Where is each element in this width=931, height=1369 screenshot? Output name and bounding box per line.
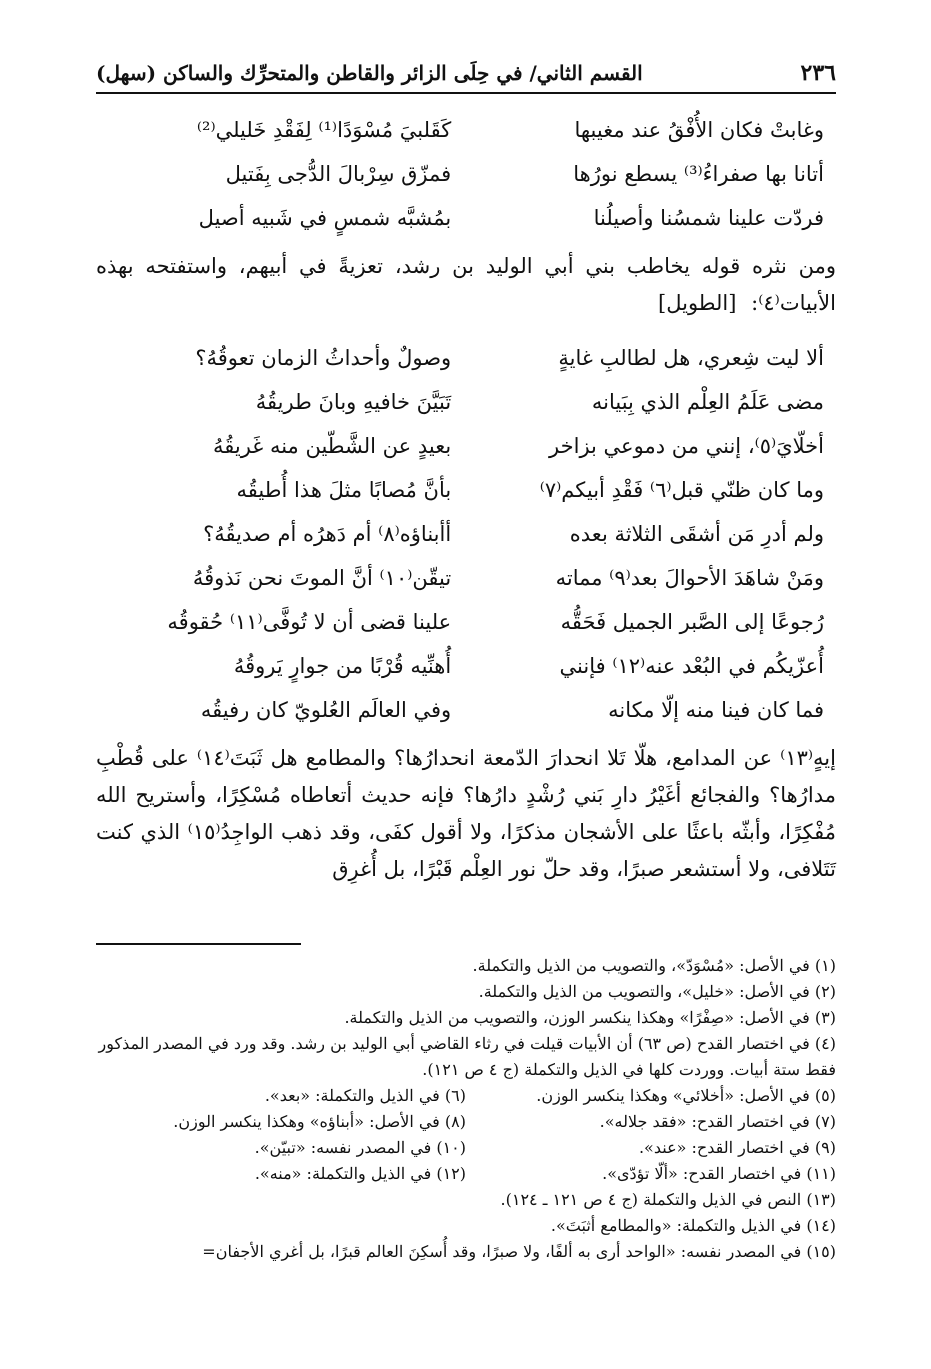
footnote: (٢) في الأصل: «خليل»، والتصويب من الذيل والتكملة.	[478, 982, 836, 1001]
footnote-row	[96, 1083, 836, 1109]
footnote-row	[96, 1109, 836, 1135]
verse-second-hemistich: بأنَّ مُصابًا مثلَ هذا أُطيقُه	[236, 478, 452, 502]
footnote: (١٢) في الذيل والتكملة: «منه».	[254, 1164, 466, 1183]
verses-group-1	[96, 108, 836, 240]
verse-second-hemistich: بعيدٍ عن الشَّطّين منه غَريقُهُ	[212, 434, 452, 458]
footnote: (٦) في الذيل والتكملة: «بعد».	[264, 1086, 466, 1105]
verse-line	[96, 108, 836, 152]
verse-line	[96, 688, 836, 732]
verse-first-hemistich: أخلّايَ⁽٥⁾، إنني من دموعي بزاخر	[549, 434, 824, 458]
footnote: (٣) في الأصل: «صِفْرًا» وهكذا ينكسر الوزن، والتصويب من الذيل والتكملة.	[344, 1008, 836, 1027]
verse-line	[96, 468, 836, 512]
prose-body: إيهٍ⁽١٣⁾ عن المدامع، هلّا تَلا انحدارَ الدّمعة انحدارُها؟ والمطامع هل ثَبَتَ⁽١٤⁾ على قُطْبِ مدارُها؟ والفجائع أغَيْرُ دارِ بَني رُشْدٍ دارُها؟ فإنه حديث أتعاطاه مُسْكِرًا، وأستريح الله مُفْكِرًا، وأبثّه باعثًا على الأشجان مذكرًا، ولا أقول كفَى، وقد ذهب الواجِدُ⁽١٥⁾ الذي كنت تَتَلافى، ولا أستشعر صبرًا، وقد حلّ نور العِلْم قَبْرًا، بل أُغرِق	[96, 746, 837, 881]
verse-first-hemistich: فردّت علينا شمسُنا وأصيلُنا	[593, 206, 824, 230]
footnote: (١٠) في المصدر نفسه: «تبيّن».	[254, 1138, 466, 1157]
verse-second-hemistich: أأبناؤه⁽٨⁾ أم دَهرُه أم صديقُهُ؟	[203, 522, 452, 546]
verse-line	[96, 336, 836, 380]
verse-first-hemistich: فما كان فينا منه إلّا مكانه	[608, 698, 824, 722]
verse-second-hemistich: وصولٌ وأحداثُ الزمان تعوقُهُ؟	[195, 346, 452, 370]
footnote: (١١) في اختصار القدح: «ألّا تؤدّى».	[602, 1164, 836, 1183]
running-title: القسم الثاني/ في حِلَى الزائر والقاطن والمتحرِّك والساكن (سهل)	[96, 61, 643, 85]
verse-second-hemistich: بمُشبَّه شمسٍ في شَبيه أصيل	[198, 206, 452, 230]
verse-line	[96, 380, 836, 424]
footnote: (٩) في اختصار القدح: «عند».	[638, 1138, 836, 1157]
verse-second-hemistich: أُهنِّيه قُرْبًا من جوارٍ يَروقُهُ	[233, 654, 452, 678]
verse-line	[96, 600, 836, 644]
footnote: (٤) في اختصار القدح (ص ٦٣) أن الأبيات قيلت في رثاء القاضي أبي الوليد بن رشد. وقد ورد في المصدر المذكور فقط ستة أبيات. ووردت كلها في الذيل والتكملة (ج ٤ ص ١٢١).	[98, 1034, 836, 1079]
verse-first-hemistich: ألا ليت شِعري، هل لطالبِ غايةٍ	[558, 346, 824, 370]
verse-line	[96, 196, 836, 240]
verse-second-hemistich: تَبَيَّنَ خافيهِ وبانَ طريقُهُ	[255, 390, 452, 414]
verse-first-hemistich: مضى عَلَمُ العِلْم الذي بِبَيانه	[591, 390, 824, 414]
verse-second-hemistich: فمزّق سِرْبالَ الدُّجى بِفَتيل	[225, 162, 452, 186]
footnote: (٧) في اختصار القدح: «فقد جلاله».	[599, 1112, 836, 1131]
footnote-row	[96, 1161, 836, 1187]
page	[96, 60, 836, 1265]
verse-first-hemistich: ومَنْ شاهَدَ الأحوالَ بعد⁽٩⁾ مماته	[555, 566, 824, 590]
footnote: (١٣) النص في الذيل والتكملة (ج ٤ ص ١٢١ ـ ١٢٤).	[500, 1190, 836, 1209]
verse-line	[96, 424, 836, 468]
footnote: (١٥) في المصدر نفسه: «الواحد أرى به ألفًا، ولا صبرًا، وقد أُسكِنَ العالم قبرًا، بل أغري الأجفان=	[202, 1242, 836, 1261]
footnote-row	[96, 1135, 836, 1161]
footnote: (٨) في الأصل: «أبناؤه» وهكذا ينكسر الوزن.	[173, 1112, 466, 1131]
verse-first-hemistich: وما كان ظنّي قبل⁽٦⁾ فَقْدِ أبيكم⁽٧⁾	[539, 478, 824, 502]
footnote: (١) في الأصل: «مُسْوَدّ»، والتصويب من الذيل والتكملة.	[472, 956, 836, 975]
footnote: (٥) في الأصل: «أخلائي» وهكذا ينكسر الوزن.	[536, 1086, 836, 1105]
verses-group-2	[96, 336, 836, 732]
verse-first-hemistich: وغابتْ فكان الأُفْقُ عند مغيبها	[574, 118, 824, 142]
verse-line	[96, 556, 836, 600]
meter-label: [الطويل]	[658, 291, 737, 315]
verse-second-hemistich: وفي العالَم العُلويّ كان رفيقُه	[200, 698, 452, 722]
page-number: ٢٣٦	[800, 60, 836, 86]
verse-first-hemistich: أُعزّيكُم في البُعْد عنه⁽١٢⁾ فإنني	[559, 654, 824, 678]
verse-line	[96, 152, 836, 196]
running-header	[96, 60, 836, 94]
verse-first-hemistich: رُجوعًا إلى الصَّبر الجميل فَحَقُّه	[560, 610, 824, 634]
verse-second-hemistich: تيقّن⁽١٠⁾ أنَّ الموتَ نحن نَذوقُهُ	[192, 566, 452, 590]
verse-line	[96, 512, 836, 556]
footnote: (١٤) في الذيل والتكملة: «والمطامع أثبَتَ».	[550, 1216, 836, 1235]
footnotes	[96, 953, 836, 1265]
verse-second-hemistich: علينا قضى أن لا تُوفَّى⁽١١⁾ حُقوقُه	[167, 610, 452, 634]
verse-first-hemistich: أتانا بها صفراءُ⁽³⁾ يسطع نورُها	[573, 162, 824, 186]
prose-intro-text: ومن نثره قوله يخاطب بني أبي الوليد بن رشد، تعزيةً في أبيهم، واستفتحه بهذه الأبيات⁽٤⁾:	[96, 254, 836, 315]
prose-intro	[96, 248, 836, 322]
verse-second-hemistich: كَقَلبيَ مُسْوَدًا⁽¹⁾ لِفَقْدِ خَليلي⁽²⁾	[196, 118, 452, 142]
verse-first-hemistich: ولم أدرِ مَن أشقَى الثلاثة بعده	[569, 522, 824, 546]
verse-line	[96, 644, 836, 688]
footnote-divider	[96, 943, 301, 945]
